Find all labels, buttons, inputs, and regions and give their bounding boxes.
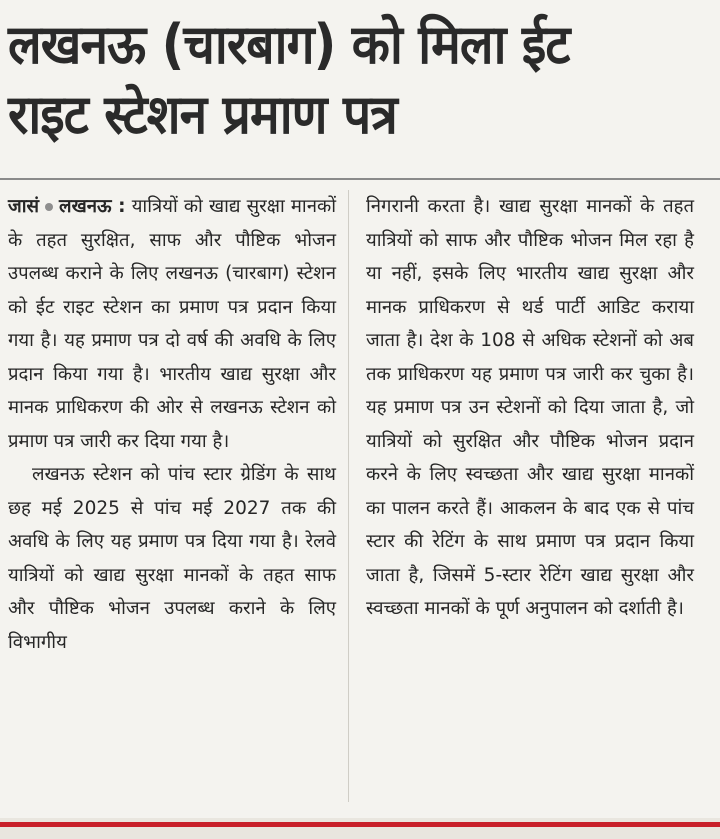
article-column-left: [8, 190, 336, 659]
column-divider: [348, 190, 349, 802]
headline-divider: [0, 178, 720, 180]
dateline-agency: जासं: [8, 196, 40, 217]
headline-line-1: लखनऊ (चारबाग) को मिला ईट: [8, 13, 570, 76]
paragraph-1-text: यात्रियों को खाद्य सुरक्षा मानकों के तहत सुरक्षित, साफ और पौष्टिक भोजन उपलब्ध कराने के लिए लखनऊ (चारबाग) स्टेशन को ईट राइट स्टेशन का प्रमाण पत्र प्रदान किया गया है। यह प्रमाण पत्र दो वर्ष की अवधि के लिए प्रदान किया गया है। भारतीय खाद्य सुरक्षा और मानक प्राधिकरण की ओर से लखनऊ स्टेशन को प्रमाण पत्र जारी कर दिया गया है।: [8, 196, 336, 452]
page-bottom-red-rule: [0, 822, 720, 827]
headline: [8, 10, 652, 150]
paragraph-1: [8, 190, 336, 458]
article-column-right: [366, 190, 694, 626]
headline-line-2: राइट स्टेशन प्रमाण पत्र: [8, 83, 397, 146]
paragraph-3: निगरानी करता है। खाद्य सुरक्षा मानकों के तहत यात्रियों को साफ और पौष्टिक भोजन मिल रहा है या नहीं, इसके लिए भारतीय खाद्य सुरक्षा और मानक प्राधिकरण से थर्ड पार्टी आडिट कराया जाता है। देश के 108 से अधिक स्टेशनों को अब तक प्राधिकरण यह प्रमाण पत्र जारी कर चुका है। यह प्रमाण पत्र उन स्टेशनों को दिया जाता है, जो यात्रियों को सुरक्षित और पौष्टिक भोजन प्रदान करने के लिए स्वच्छता और खाद्य सुरक्षा मानकों का पालन करते हैं। आकलन के बाद एक से पांच स्टार की रेटिंग के साथ प्रमाण पत्र प्रदान किया जाता है, जिसमें 5-स्टार रेटिंग खाद्य सुरक्षा और स्वच्छता मानकों के पूर्ण अनुपालन को दर्शाती है।: [366, 196, 694, 619]
dateline-city: लखनऊ :: [59, 196, 126, 217]
bullet-dot-icon: [45, 203, 53, 211]
paragraph-2: लखनऊ स्टेशन को पांच स्टार ग्रेडिंग के साथ छह मई 2025 से पांच मई 2027 तक की अवधि के लिए यह प्रमाण पत्र दिया गया है। रेलवे यात्रियों को खाद्य सुरक्षा मानकों के तहत साफ और पौष्टिक भोजन उपलब्ध कराने के लिए विभागीय: [8, 464, 336, 653]
